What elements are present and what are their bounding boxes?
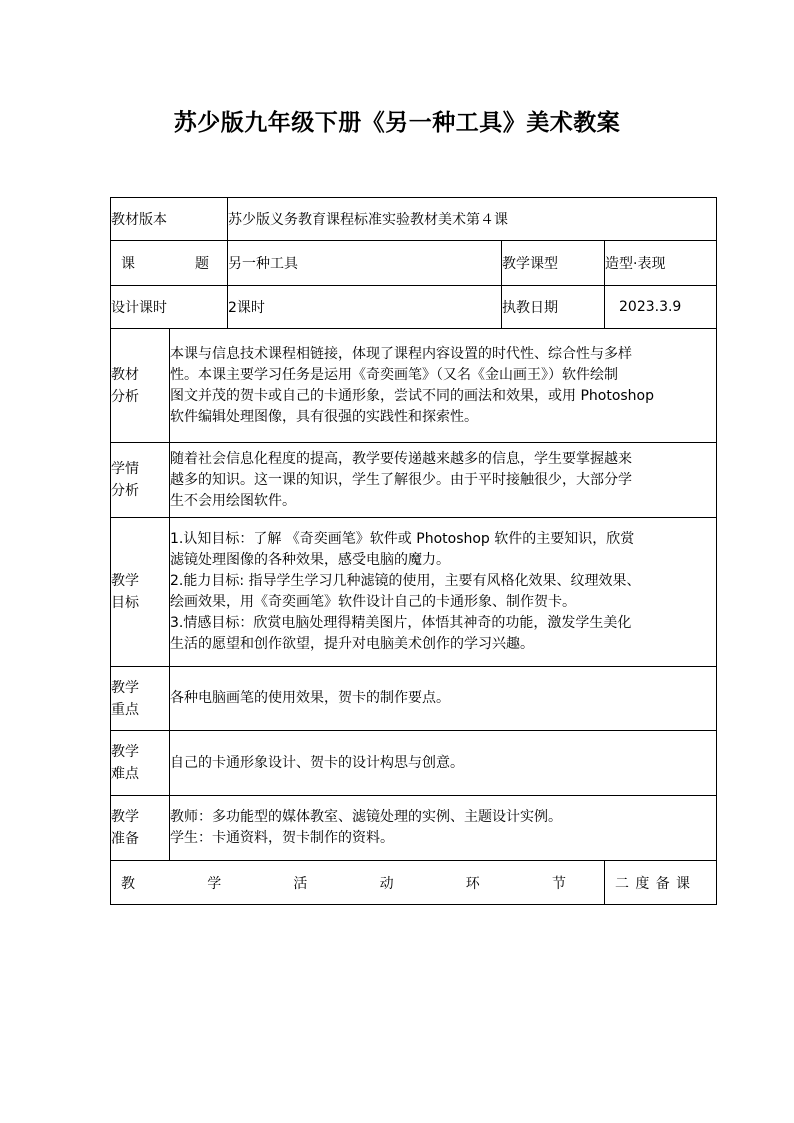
activities-char: 节 (551, 875, 566, 892)
topic-value: 另一种工具 (228, 241, 502, 286)
section-label-line: 分析 (111, 388, 139, 405)
section-label-line: 教学 (111, 679, 139, 696)
prep-char: 课 (676, 875, 691, 892)
section-row-key-points (111, 667, 717, 731)
prep-char: 度 (635, 875, 650, 892)
textbook-value: 苏少版义务教育课程标准实验教材美术第４课 (228, 198, 717, 241)
content-line: 教师：多功能型的媒体教室、滤镜处理的实例、主题设计实例。 (170, 809, 562, 825)
content-line: 软件编辑处理图像，具有很强的实践性和探索性。 (170, 408, 478, 425)
activities-header (111, 861, 605, 905)
content-line: 滤镜处理图像的各种效果，感受电脑的魔力。 (170, 552, 450, 568)
prep-char: 二 (615, 875, 629, 892)
section-content (170, 443, 717, 518)
hours-label: 设计课时 (111, 286, 228, 329)
section-label-line: 分析 (111, 483, 139, 499)
hours-value: 2课时 (228, 286, 502, 329)
content-line: 性。本课主要学习任务是运用《奇奕画笔》（又名《金山画王》）软件绘制 (170, 366, 618, 383)
section-label-line: 教学 (111, 744, 139, 760)
content-line: 图文并茂的贺卡或自己的卡通形象，尝试不同的画法和效果，或用 Photoshop (170, 387, 655, 404)
section-label-line: 难点 (111, 766, 139, 782)
section-label (111, 667, 170, 731)
lesson-type-label: 教学课型 (502, 241, 605, 286)
section-content (170, 667, 717, 731)
activities-char: 动 (379, 875, 394, 892)
activities-char: 活 (293, 875, 308, 892)
topic-row (111, 241, 717, 286)
content-line: 随着社会信息化程度的提高，教学要传递越来越多的信息，学生要掌握越来 (170, 450, 632, 467)
section-content (170, 796, 717, 861)
content-line: 2.能力目标: 指导学生学习几种滤镜的使用，主要有风格化效果、纹理效果、 (170, 573, 641, 589)
content-line: 3.情感目标：欣赏电脑处理得精美图片，体悟其神奇的功能，激发学生美化 (170, 615, 632, 631)
activities-char: 学 (207, 875, 222, 892)
topic-label (111, 241, 228, 286)
content-line: 绘画效果，用《奇奕画笔》软件设计自己的卡通形象、制作贺卡。 (170, 594, 576, 610)
activities-char: 教 (121, 875, 135, 892)
lesson-plan-table (110, 197, 717, 905)
content-line: 生不会用绘图软件。 (170, 492, 296, 509)
content-line: 各种电脑画笔的使用效果，贺卡的制作要点。 (170, 690, 450, 706)
teaching-date-label: 执教日期 (502, 286, 605, 329)
section-content (170, 329, 717, 443)
section-row-student-analysis (111, 443, 717, 518)
activities-char: 环 (465, 875, 480, 892)
section-label (111, 518, 170, 667)
content-line: 越多的知识。这一课的知识，学生了解很少。由于平时接触很少，大部分学 (170, 471, 632, 488)
lesson-type-value: 造型·表现 (605, 241, 717, 286)
content-line: 1.认知目标：了解 《奇奕画笔》软件或 Photoshop 软件的主要知识，欣赏 (170, 531, 635, 547)
prep-char: 备 (655, 875, 670, 892)
hours-row (111, 286, 717, 329)
page-title: 苏少版九年级下册《另一种工具》美术教案 (173, 110, 621, 136)
section-row-difficulties (111, 731, 717, 796)
content-line: 生活的愿望和创作欲望，提升对电脑美术创作的学习兴趣。 (170, 636, 534, 652)
textbook-row (111, 198, 717, 241)
second-prep-header (605, 861, 717, 905)
content-line: 自己的卡通形象设计、贺卡的设计构思与创意。 (170, 754, 464, 771)
section-row-preparation (111, 796, 717, 861)
section-label (111, 796, 170, 861)
section-label-line: 教材 (111, 366, 139, 383)
section-content (170, 518, 717, 667)
textbook-label: 教材版本 (111, 198, 228, 241)
section-row-material-analysis (111, 329, 717, 443)
teaching-date-value: 2023.3.9 (605, 286, 717, 329)
section-label-line: 教学 (111, 573, 139, 589)
section-label-line: 重点 (111, 701, 139, 718)
section-label-line: 教学 (111, 809, 139, 825)
section-content (170, 731, 717, 796)
section-label (111, 443, 170, 518)
section-label (111, 731, 170, 796)
footer-row (111, 861, 717, 905)
content-line: 学生：卡通资料，贺卡制作的资料。 (170, 830, 394, 846)
content-line: 本课与信息技术课程相链接，体现了课程内容设置的时代性、综合性与多样 (170, 345, 632, 362)
section-label-line: 准备 (111, 831, 139, 847)
section-label-line: 学情 (111, 461, 139, 477)
section-label (111, 329, 170, 443)
section-row-teaching-objectives (111, 518, 717, 667)
section-label-line: 目标 (111, 595, 139, 611)
topic-label-char-2: 题 (195, 256, 209, 272)
topic-label-char-1: 课 (121, 256, 135, 272)
